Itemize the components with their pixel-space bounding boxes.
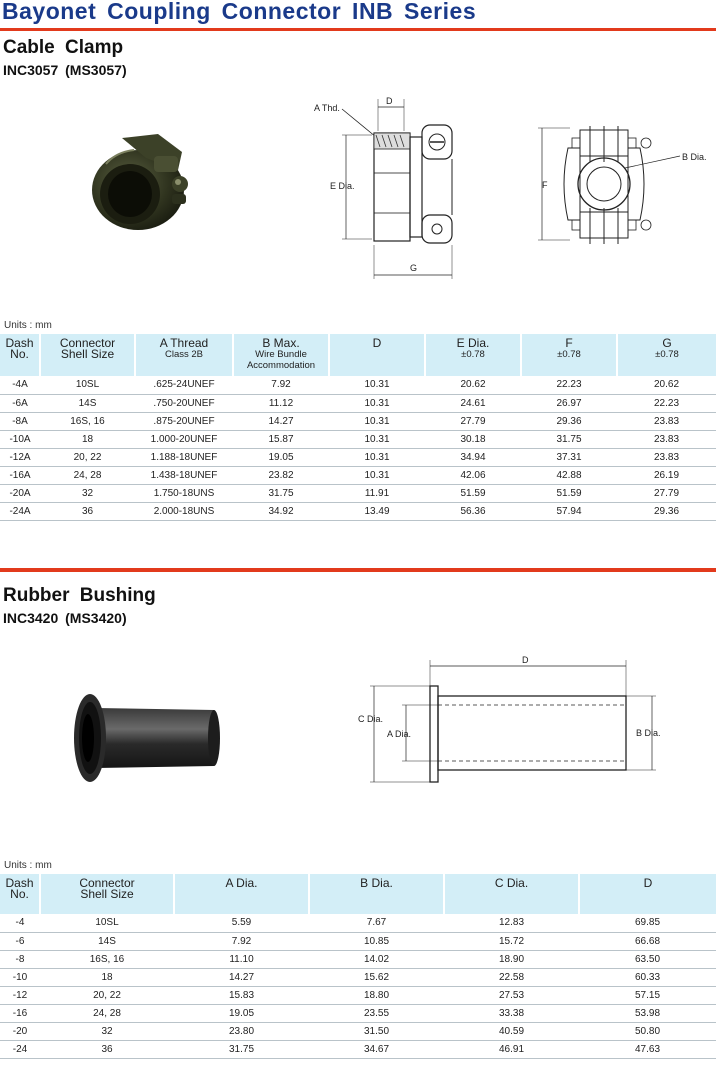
table-cell: -8 [0, 950, 40, 968]
table-cell: 10.31 [329, 466, 425, 484]
table-cell: 15.87 [233, 430, 329, 448]
table-cell: 1.438-18UNEF [135, 466, 233, 484]
cable-clamp-photo [86, 128, 196, 236]
table-cell: -24 [0, 1040, 40, 1058]
table-cell: 7.92 [233, 376, 329, 394]
cable-clamp-table [0, 334, 716, 521]
table-row [0, 448, 716, 466]
table-row [0, 1022, 716, 1040]
table-cell: 15.72 [444, 932, 579, 950]
table-cell: 18.90 [444, 950, 579, 968]
table-cell: 18 [40, 968, 174, 986]
table-cell: 30.18 [425, 430, 521, 448]
cable-clamp-side-drawing [312, 95, 482, 285]
col-header-dash: Dash No. [0, 334, 40, 376]
table-cell: -6 [0, 932, 40, 950]
table-cell: -20A [0, 484, 40, 502]
table-cell: 19.05 [174, 1004, 309, 1022]
table-cell: 24.61 [425, 394, 521, 412]
col-header-d: D [579, 874, 716, 914]
table-cell: 26.97 [521, 394, 617, 412]
table-row [0, 484, 716, 502]
table-cell: 32 [40, 1022, 174, 1040]
table-cell: 31.75 [233, 484, 329, 502]
col-header-g: G ±0.78 [617, 334, 716, 376]
table-row [0, 914, 716, 932]
table-cell: 22.23 [617, 394, 716, 412]
table-cell: 20, 22 [40, 448, 135, 466]
rubber-bushing-photo [66, 688, 226, 788]
table-cell: 23.82 [233, 466, 329, 484]
label-e-dia: E Dia. [330, 181, 355, 191]
table-cell: 36 [40, 1040, 174, 1058]
table-cell: 20.62 [425, 376, 521, 394]
rubber-bushing-drawing [352, 652, 672, 792]
table-row [0, 1004, 716, 1022]
label-a-thd: A Thd. [314, 103, 340, 113]
table-cell: .625-24UNEF [135, 376, 233, 394]
table-cell: 1.188-18UNEF [135, 448, 233, 466]
label-g: G [410, 263, 418, 273]
table-cell: 42.88 [521, 466, 617, 484]
table-cell: -6A [0, 394, 40, 412]
table-cell: -10 [0, 968, 40, 986]
table-cell: 14.27 [174, 968, 309, 986]
col-header-c-dia: C Dia. [444, 874, 579, 914]
table-cell: 20.62 [617, 376, 716, 394]
table-cell: -16A [0, 466, 40, 484]
table-cell: -16 [0, 1004, 40, 1022]
table-row [0, 412, 716, 430]
cable-clamp-title: Cable Clamp [3, 37, 124, 58]
table-cell: 27.53 [444, 986, 579, 1004]
table-cell: 34.92 [233, 502, 329, 520]
table-cell: 2.000-18UNS [135, 502, 233, 520]
table-cell: 7.92 [174, 932, 309, 950]
table-row [0, 986, 716, 1004]
table-cell: 11.91 [329, 484, 425, 502]
col-header-e-dia: E Dia. ±0.78 [425, 334, 521, 376]
table-cell: 50.80 [579, 1022, 716, 1040]
table-cell: 13.49 [329, 502, 425, 520]
table-cell: 31.75 [174, 1040, 309, 1058]
col-header-b-dia: B Dia. [309, 874, 444, 914]
table-cell: 18 [40, 430, 135, 448]
table-cell: 29.36 [617, 502, 716, 520]
table-cell: -24A [0, 502, 40, 520]
table-cell: 56.36 [425, 502, 521, 520]
table-cell: 16S, 16 [40, 950, 174, 968]
table-cell: 34.67 [309, 1040, 444, 1058]
cable-clamp-part-number: INC3057 (MS3057) [3, 62, 127, 78]
section-divider [0, 568, 716, 572]
table-row [0, 394, 716, 412]
table-cell: 20, 22 [40, 986, 174, 1004]
table-cell: -4 [0, 914, 40, 932]
table-cell: 14S [40, 932, 174, 950]
table-row [0, 430, 716, 448]
table-cell: 34.94 [425, 448, 521, 466]
label-d: D [522, 655, 529, 665]
table-cell: .875-20UNEF [135, 412, 233, 430]
table-cell: 7.67 [309, 914, 444, 932]
table-cell: 14.27 [233, 412, 329, 430]
table-cell: .750-20UNEF [135, 394, 233, 412]
table-cell: 23.80 [174, 1022, 309, 1040]
title-divider [0, 28, 716, 31]
table-cell: 23.83 [617, 448, 716, 466]
col-header-shell-size: Connector Shell Size [40, 874, 174, 914]
table-cell: 18.80 [309, 986, 444, 1004]
label-b-dia: B Dia. [682, 152, 707, 162]
label-f: F [542, 180, 548, 190]
table-cell: 27.79 [425, 412, 521, 430]
table-row [0, 1040, 716, 1058]
label-b-dia: B Dia. [636, 728, 661, 738]
rubber-bushing-part-number: INC3420 (MS3420) [3, 610, 127, 626]
table-row [0, 968, 716, 986]
rubber-bushing-table [0, 874, 716, 1059]
table-cell: 24, 28 [40, 1004, 174, 1022]
table-cell: 57.15 [579, 986, 716, 1004]
table-cell: -10A [0, 430, 40, 448]
table-cell: 33.38 [444, 1004, 579, 1022]
table-cell: 1.750-18UNS [135, 484, 233, 502]
col-header-a-thread: A Thread Class 2B [135, 334, 233, 376]
table-cell: 51.59 [425, 484, 521, 502]
table-cell: 10.85 [309, 932, 444, 950]
cable-clamp-front-drawing [530, 118, 716, 258]
table-cell: 51.59 [521, 484, 617, 502]
table-cell: 69.85 [579, 914, 716, 932]
table-cell: 10.31 [329, 412, 425, 430]
table-cell: 16S, 16 [40, 412, 135, 430]
table-cell: 10.31 [329, 376, 425, 394]
label-c-dia: C Dia. [358, 714, 384, 724]
col-header-b-max: B Max. Wire Bundle Accommodation [233, 334, 329, 376]
table-cell: 15.62 [309, 968, 444, 986]
table-row [0, 932, 716, 950]
col-header-d: D [329, 334, 425, 376]
table-cell: 47.63 [579, 1040, 716, 1058]
table-row [0, 376, 716, 394]
table-cell: 27.79 [617, 484, 716, 502]
table-cell: -8A [0, 412, 40, 430]
table-cell: 14.02 [309, 950, 444, 968]
rubber-bushing-units: Units : mm [4, 860, 52, 871]
table-cell: 36 [40, 502, 135, 520]
table-cell: 26.19 [617, 466, 716, 484]
table-cell: 29.36 [521, 412, 617, 430]
table-cell: 23.83 [617, 430, 716, 448]
table-cell: 19.05 [233, 448, 329, 466]
table-cell: -20 [0, 1022, 40, 1040]
table-cell: 63.50 [579, 950, 716, 968]
table-cell: -12A [0, 448, 40, 466]
col-header-a-dia: A Dia. [174, 874, 309, 914]
table-cell: 31.75 [521, 430, 617, 448]
table-cell: 42.06 [425, 466, 521, 484]
table-cell: 40.59 [444, 1022, 579, 1040]
table-cell: -12 [0, 986, 40, 1004]
table-row [0, 502, 716, 520]
table-cell: 60.33 [579, 968, 716, 986]
table-cell: 46.91 [444, 1040, 579, 1058]
page-title: Bayonet Coupling Connector INB Series [2, 0, 477, 24]
table-cell: 32 [40, 484, 135, 502]
rubber-bushing-title: Rubber Bushing [3, 585, 156, 606]
table-cell: 11.10 [174, 950, 309, 968]
table-cell: 10.31 [329, 394, 425, 412]
table-cell: 10.31 [329, 448, 425, 466]
label-d-top: D [386, 96, 393, 106]
table-cell: 10.31 [329, 430, 425, 448]
table-cell: 53.98 [579, 1004, 716, 1022]
table-row [0, 466, 716, 484]
col-header-shell-size: Connector Shell Size [40, 334, 135, 376]
table-cell: 12.83 [444, 914, 579, 932]
table-cell: 24, 28 [40, 466, 135, 484]
table-cell: 15.83 [174, 986, 309, 1004]
table-cell: 23.83 [617, 412, 716, 430]
table-cell: 37.31 [521, 448, 617, 466]
table-row [0, 950, 716, 968]
table-cell: 14S [40, 394, 135, 412]
label-a-dia: A Dia. [387, 729, 412, 739]
table-cell: 5.59 [174, 914, 309, 932]
cable-clamp-units: Units : mm [4, 320, 52, 331]
table-cell: 66.68 [579, 932, 716, 950]
table-cell: 22.58 [444, 968, 579, 986]
table-cell: -4A [0, 376, 40, 394]
table-cell: 10SL [40, 914, 174, 932]
col-header-f: F ±0.78 [521, 334, 617, 376]
table-cell: 22.23 [521, 376, 617, 394]
table-cell: 23.55 [309, 1004, 444, 1022]
table-cell: 10SL [40, 376, 135, 394]
table-cell: 1.000-20UNEF [135, 430, 233, 448]
col-header-dash: Dash No. [0, 874, 40, 914]
table-cell: 31.50 [309, 1022, 444, 1040]
table-cell: 57.94 [521, 502, 617, 520]
table-cell: 11.12 [233, 394, 329, 412]
